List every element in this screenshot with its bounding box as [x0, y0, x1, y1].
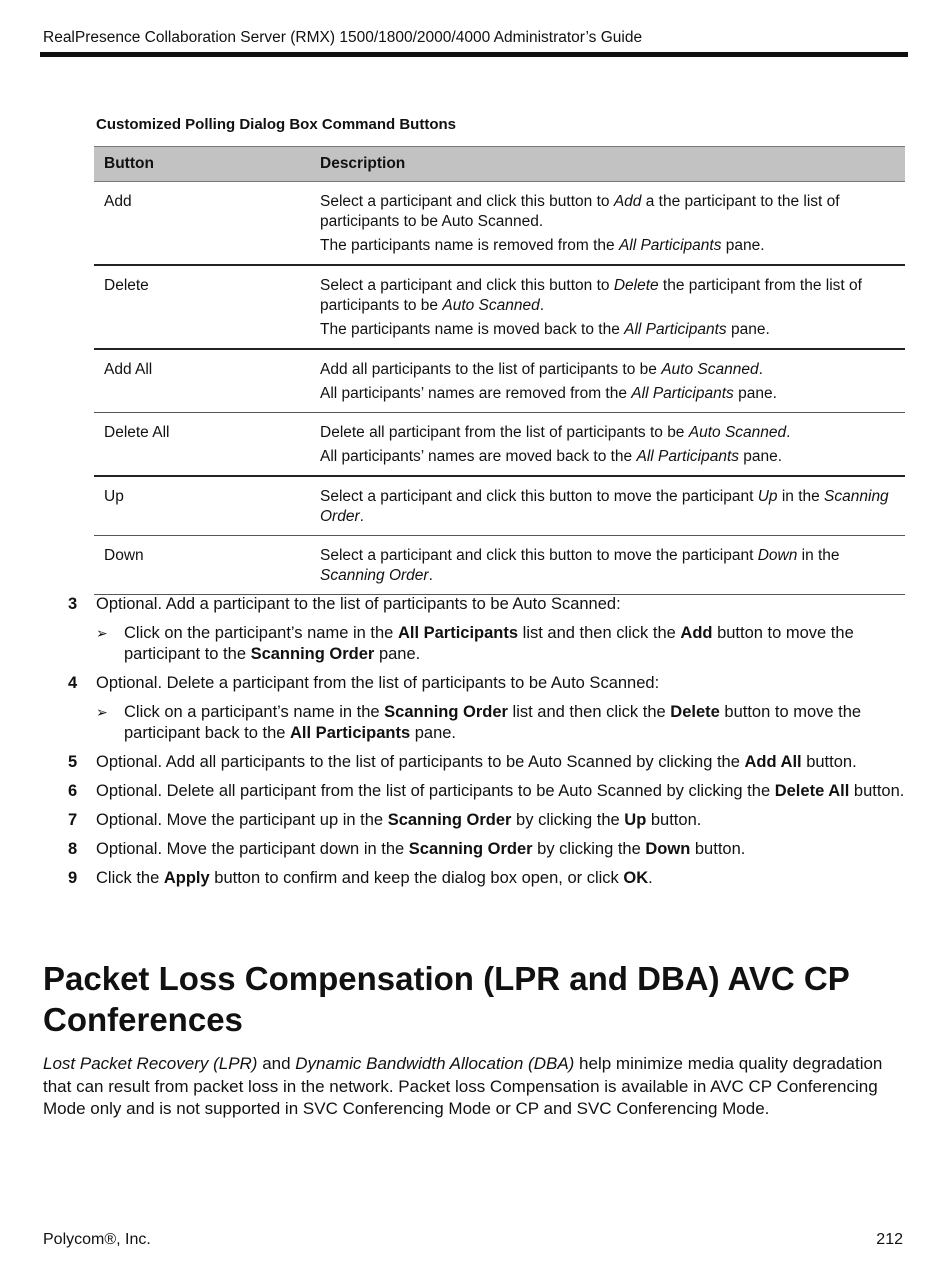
table-row: [94, 266, 905, 350]
description-line: The participants name is removed from the All Participants pane.: [320, 237, 765, 254]
step-item: [60, 839, 910, 860]
step-text: Optional. Add a participant to the list of participants to be Auto Scanned: ➢ Click on the participant’s name in the All Participants list and then click the Add button to move the participant to the Scanning Order pane.: [96, 594, 910, 665]
step-item: [60, 594, 910, 665]
description-cell: [320, 423, 905, 467]
footer-company: Polycom®, Inc.: [43, 1231, 151, 1248]
step-item: [60, 868, 910, 889]
step-text: Optional. Move the participant down in the Scanning Order by clicking the Down button.: [96, 840, 746, 858]
table-row: [94, 350, 905, 413]
sub-bullet: ➢ Click on a participant’s name in the Scanning Order list and then click the Delete button to move the participant back to the All Participants pane.: [96, 703, 862, 742]
step-item: [60, 781, 910, 802]
step-number: 5: [68, 753, 78, 771]
description-line: The participants name is moved back to the All Participants pane.: [320, 321, 770, 338]
procedure-steps: [60, 594, 910, 897]
section-heading: Packet Loss Compensation (LPR and DBA) AVC CP Conferences: [43, 960, 850, 1038]
table-row: [94, 182, 905, 266]
arrow-bullet-icon: ➢: [96, 625, 108, 641]
step-number: 3: [68, 595, 78, 613]
table-caption: Customized Polling Dialog Box Command Buttons: [96, 116, 456, 133]
step-number: 6: [68, 782, 78, 800]
step-number: 4: [68, 674, 78, 692]
button-name-cell: Down: [104, 547, 144, 564]
button-name-cell: Add All: [104, 361, 153, 378]
button-name-cell: Up: [104, 488, 124, 505]
header-rule: [40, 52, 908, 57]
section-intro: Lost Packet Recovery (LPR) and Dynamic Bandwidth Allocation (DBA) help minimize media quality degradation that can result from packet loss in the network. Packet loss Compensation is available in AVC CP Conferencing Mode only and is not supported in SVC Conferencing Mode or CP and SVC Conferencing Mode.: [43, 1054, 883, 1118]
description-cell: [320, 276, 905, 340]
description-cell: [320, 546, 905, 586]
description-line: Delete all participant from the list of participants to be Auto Scanned.: [320, 424, 791, 441]
description-line: All participants’ names are moved back to the All Participants pane.: [320, 448, 783, 465]
step-item: [60, 673, 910, 744]
step-text: Optional. Add all participants to the list of participants to be Auto Scanned by clicking the Add All button.: [96, 753, 857, 771]
step-text: Click the Apply button to confirm and keep the dialog box open, or click OK.: [96, 869, 653, 887]
document-title: RealPresence Collaboration Server (RMX) 1500/1800/2000/4000 Administrator’s Guide: [43, 29, 643, 46]
button-name-cell: Delete: [104, 277, 149, 294]
description-cell: [320, 360, 905, 404]
sub-bullet: ➢ Click on the participant’s name in the All Participants list and then click the Add button to move the participant to the Scanning Order pane.: [96, 624, 854, 663]
description-line: Select a participant and click this button to move the participant Up in the Scanning Order.: [320, 488, 889, 525]
step-number: 7: [68, 811, 78, 829]
table-row: [94, 536, 905, 595]
step-text: Optional. Delete all participant from the list of participants to be Auto Scanned by clicking the Delete All button.: [96, 782, 905, 800]
step-number: 8: [68, 840, 78, 858]
description-line: Select a participant and click this button to Delete the participant from the list of participants to be Auto Scanned.: [320, 277, 862, 314]
button-name-cell: Add: [104, 193, 132, 210]
description-cell: [320, 192, 905, 256]
button-name-cell: Delete All: [104, 424, 170, 441]
step-item: [60, 810, 910, 831]
header-cell-description: Description: [320, 155, 406, 172]
step-number: 9: [68, 869, 78, 887]
description-line: Add all participants to the list of participants to be Auto Scanned.: [320, 361, 763, 378]
description-cell: [320, 487, 905, 527]
page-number: 212: [876, 1231, 903, 1248]
table-row: [94, 477, 905, 536]
table-row: [94, 413, 905, 477]
step-text: Optional. Move the participant up in the Scanning Order by clicking the Up button.: [96, 811, 702, 829]
description-line: All participants’ names are removed from the All Participants pane.: [320, 385, 777, 402]
description-line: Select a participant and click this button to Add a the participant to the list of participants to be Auto Scanned.: [320, 193, 840, 230]
description-line: Select a participant and click this button to move the participant Down in the Scanning Order.: [320, 547, 840, 584]
table-header-row: [94, 146, 905, 182]
header-cell-button: Button: [104, 155, 154, 172]
step-item: [60, 752, 910, 773]
command-buttons-table: [94, 146, 905, 595]
step-text: Optional. Delete a participant from the list of participants to be Auto Scanned: ➢ Click on a participant’s name in the Scanning Order list and then click the Delete button to move the participant back to the All Participants pane.: [96, 673, 910, 744]
arrow-bullet-icon: ➢: [96, 704, 108, 720]
